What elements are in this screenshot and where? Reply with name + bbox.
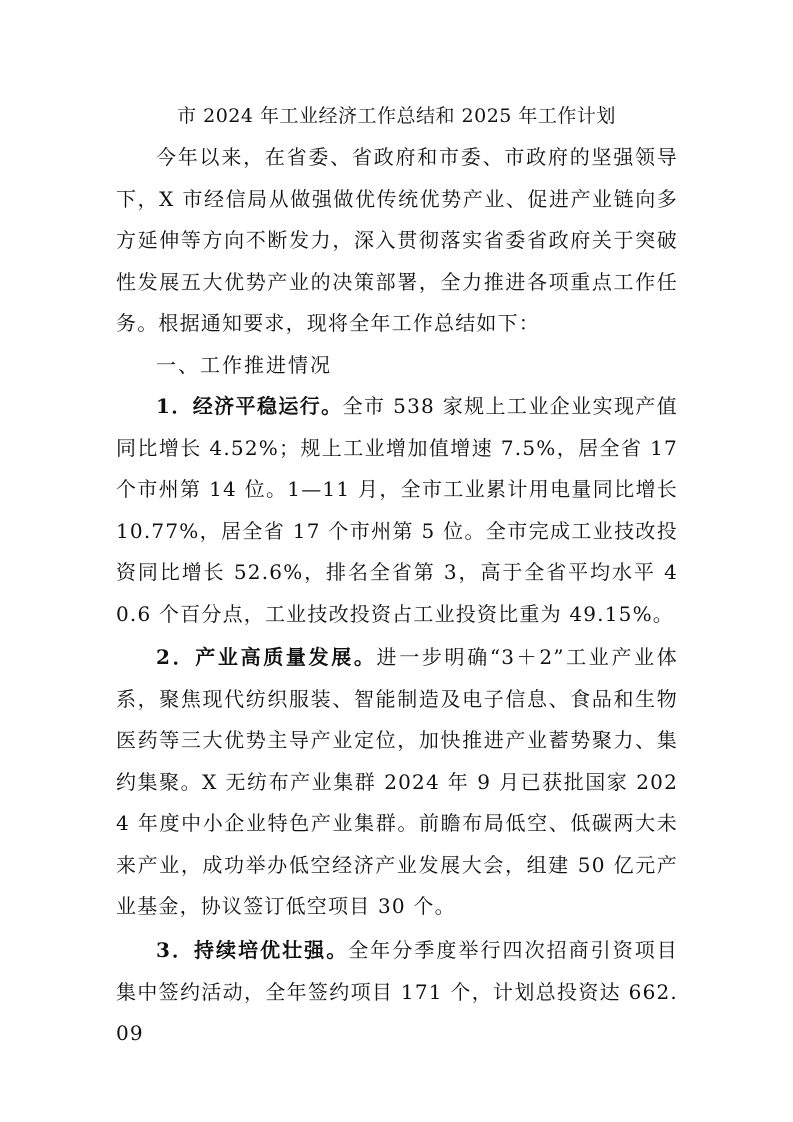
- item-text: 全市 538 家规上工业企业实现产值同比增长 4.52%；规上工业增加值增速 7.5%，居全省 17 个市州第 14 位。1—11 月，全市工业累计用电量同比增长 10.77%，居全省 17 个市州第 5 位。全市完成工业技改投资同比增长 52.6%，排名全省第 3，高于全省平均水平 40.6 个百分点，工业技改投资占工业投资比重为 49.15%。: [116, 394, 678, 626]
- item-lead: 1．经济平稳运行。: [156, 394, 343, 418]
- intro-paragraph: 今年以来，在省委、省政府和市委、市政府的坚强领导下，X 市经信局从做强做优传统优势产业、促进产业链向多方延伸等方向不断发力，深入贯彻落实省委省政府关于突破性发展五大优势产业的决策部署，全力推进各项重点工作任务。根据通知要求，现将全年工作总结如下：: [116, 145, 678, 335]
- item-lead: 2．产业高质量发展。: [156, 645, 377, 669]
- section-heading: 一、工作推进情况: [156, 353, 332, 377]
- item-paragraph: [116, 637, 678, 928]
- document-title: 市 2024 年工业经济工作总结和 2025 年工作计划: [177, 105, 616, 127]
- item-paragraph: [116, 930, 678, 1055]
- item-text: 全年分季度举行四次招商引资项目集中签约活动，全年签约项目 171 个，计划总投资达 662.09: [116, 938, 679, 1045]
- item-3-block: [116, 930, 678, 1055]
- item-lead: 3．持续培优壮强。: [156, 938, 349, 962]
- item-text: 进一步明确“3＋2”工业产业体系，聚焦现代纺织服装、智能制造及电子信息、食品和生物医药等三大优势主导产业定位，加快推进产业蓄势聚力、集约集聚。X 无纺布产业集群 2024 年 9 月已获批国家 2024 年度中小企业特色产业集群。前瞻布局低空、低碳两大未来产业，成功举办低空经济产业发展大会，组建 50 亿元产业基金，协议签订低空项目 30 个。: [116, 645, 678, 918]
- section-heading-block: [116, 345, 678, 387]
- intro-block: [116, 137, 678, 345]
- item-1-block: [116, 386, 678, 635]
- item-paragraph: [116, 386, 678, 635]
- item-2-block: [116, 637, 678, 928]
